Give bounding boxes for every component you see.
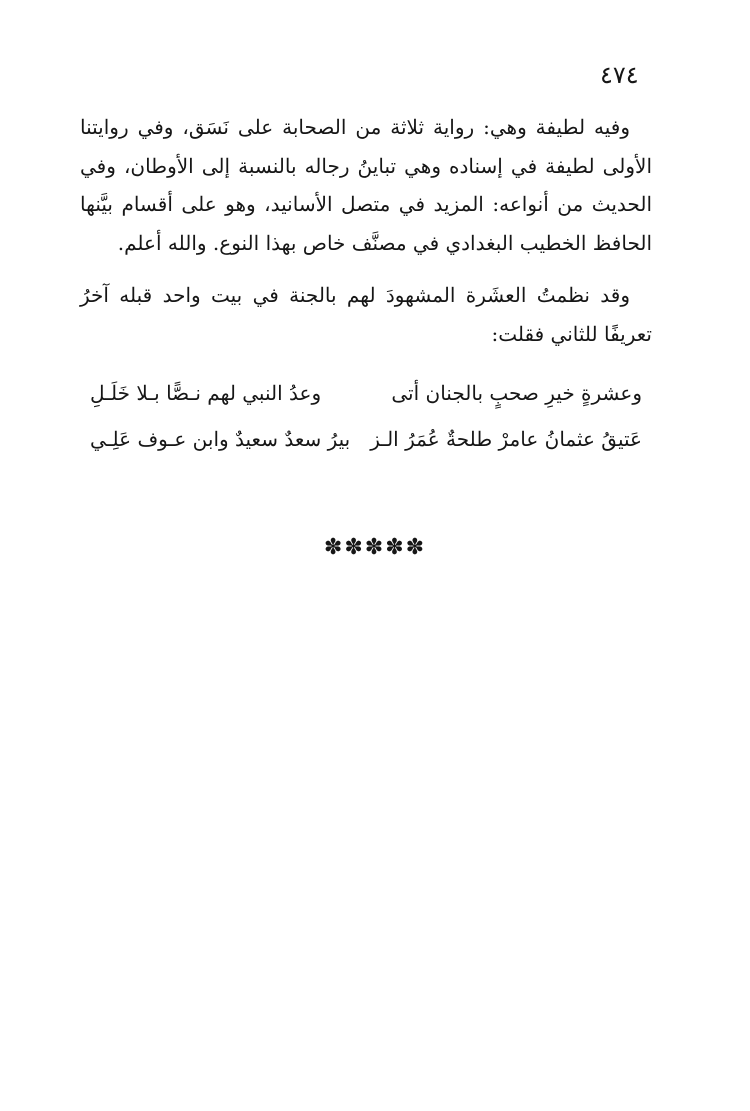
paragraph-poem-introduction: وقد نظمتُ العشَرة المشهودَ لهم بالجنة في بيت واحد قبله آخرُ تعريفًا للثاني فقلت: xyxy=(80,283,652,346)
poem-verse xyxy=(80,370,652,416)
section-separator: ✽✽✽✽✽ xyxy=(323,535,427,560)
paragraph-subtlety: وفيه لطيفة وهي: رواية ثلاثة من الصحابة على نَسَق، وفي روايتنا الأولى لطيفة في إسناده وهي تباينُ رجاله بالنسبة إلى الأوطان، وفي الحديث من أنواعه: المزيد في متصل الأسانيد، وهو على أقسام بيَّنها الحافظ الخطيب البغدادي في مصنَّف خاص بهذا النوع. والله أعلم. xyxy=(80,115,652,255)
page-number: ٤٧٤ xyxy=(600,61,639,89)
second-hemistich: وعدُ النبي لهم نـصًّا بـلا خَلَـلِ xyxy=(90,380,322,405)
second-hemistich: بيرُ سعدٌ سعيدٌ وابن عـوف عَلِـي xyxy=(90,426,351,451)
poem-verse xyxy=(80,416,652,462)
first-hemistich: وعشرةٍ خيرِ صحبٍ بالجنان أتى xyxy=(391,380,642,405)
first-hemistich: عَتيقُ عثمانُ عامرْ طلحةٌ عُمَرُ الـز xyxy=(370,426,642,451)
page-content xyxy=(80,108,652,462)
poem xyxy=(80,370,652,462)
